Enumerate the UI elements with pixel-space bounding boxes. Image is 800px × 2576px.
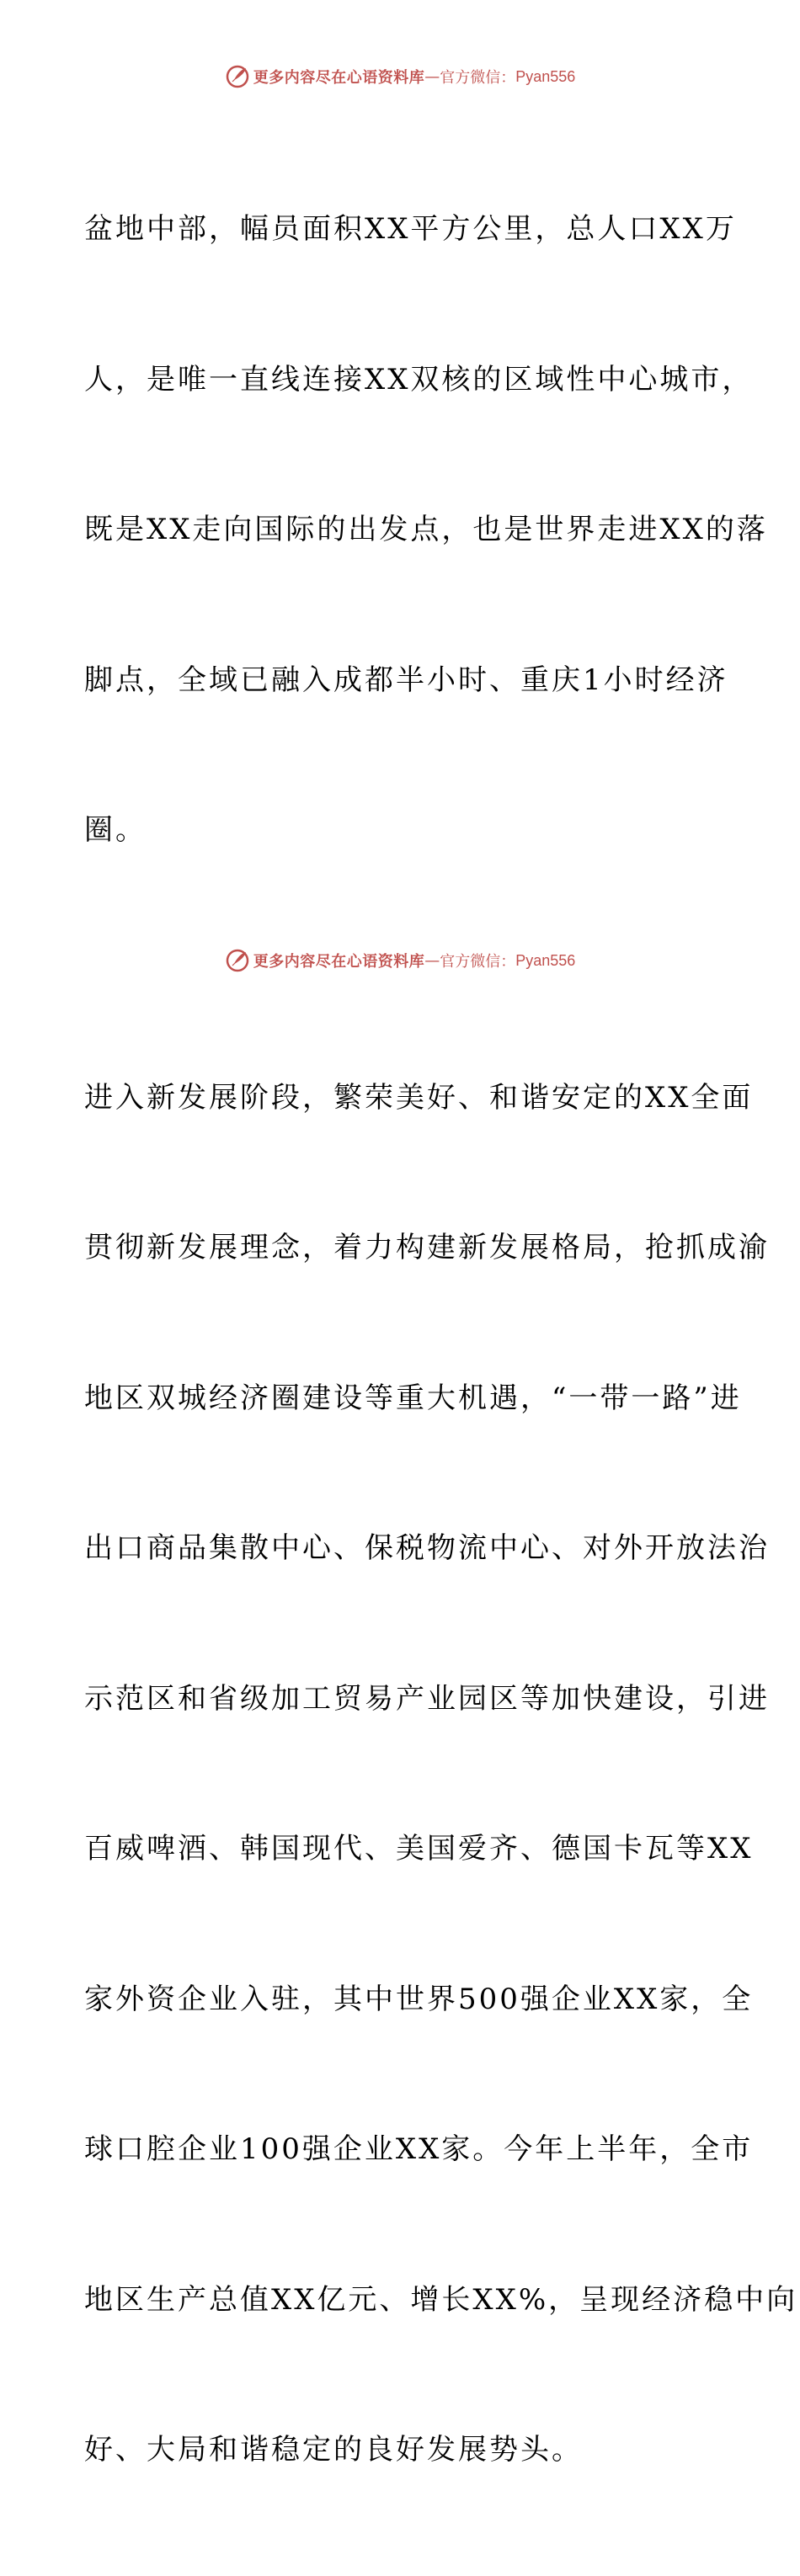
text-line: 进入新发展阶段，繁荣美好、和谐安定的XX全面 — [84, 1080, 754, 1115]
text-line: 地区双城经济圈建设等重大机遇，“一带一路”进 — [84, 1381, 742, 1415]
text-line: 示范区和省级加工贸易产业园区等加快建设，引进 — [84, 1681, 770, 1716]
text-line: 盆地中部，幅员面积XX平方公里，总人口XX万 — [84, 212, 737, 246]
text-line: 出口商品集散中心、保税物流中心、对外开放法治 — [84, 1531, 770, 1565]
watermark-site-text: 更多内容尽在心语资料库 — [253, 953, 425, 971]
text-line: 脚点，全域已融入成都半小时、重庆1小时经济 — [84, 663, 728, 697]
text-line: 人，是唯一直线连接XX双核的区域性中心城市， — [84, 362, 754, 397]
text-line: 地区生产总值XX亿元、增长XX%，呈现经济稳中向 — [84, 2282, 798, 2317]
watermark-wechat-label: 官方微信： — [440, 69, 516, 87]
watermark-wechat-id: Pyan556 — [515, 951, 576, 969]
text-line: 贯彻新发展理念，着力构建新发展格局，抢抓成渝 — [84, 1231, 770, 1264]
text-line: 球口腔企业100强企业XX家。今年上半年，全市 — [84, 2132, 754, 2166]
text-line: 百威啤酒、韩国现代、美国爱齐、德国卡瓦等XX — [84, 1832, 754, 1865]
document-body — [84, 104, 798, 2576]
paragraph-2 — [84, 973, 798, 2576]
watermark-site-text: 更多内容尽在心语资料库 — [253, 69, 425, 87]
header-watermark — [0, 60, 800, 93]
watermark-wechat-id: Pyan556 — [515, 67, 576, 85]
footer-watermark — [0, 944, 800, 977]
feather-pen-logo-icon — [225, 948, 250, 973]
text-line: 圈。 — [84, 813, 147, 847]
watermark-dash: — — [424, 67, 440, 86]
text-line: 好、大局和谐稳定的良好发展势头。 — [84, 2433, 583, 2467]
paragraph-1 — [84, 104, 768, 956]
text-line: 既是XX走向国际的出发点，也是世界走进XX的落 — [84, 513, 768, 546]
watermark-wechat-label: 官方微信： — [440, 953, 516, 971]
text-line: 家外资企业入驻，其中世界500强企业XX家，全 — [84, 1982, 754, 2016]
watermark-dash: — — [424, 951, 440, 970]
feather-pen-logo-icon — [225, 64, 250, 89]
